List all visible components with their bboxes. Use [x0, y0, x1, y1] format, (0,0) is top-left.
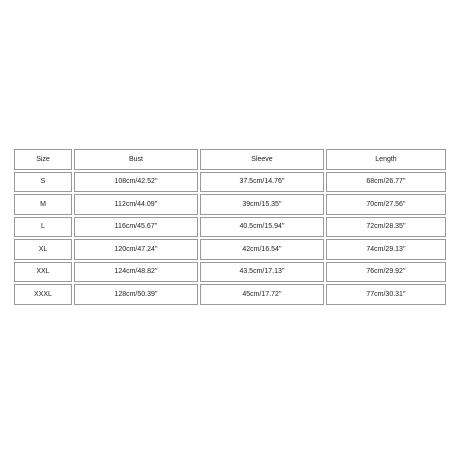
size-cell: XL — [14, 239, 72, 260]
length-cell: 70cm/27.56'' — [326, 194, 446, 215]
size-cell: S — [14, 172, 72, 193]
header-length: Length — [326, 149, 446, 170]
size-table — [12, 147, 448, 307]
length-cell: 68cm/26.77'' — [326, 172, 446, 193]
table-row — [14, 239, 446, 260]
length-cell: 72cm/28.35'' — [326, 217, 446, 238]
table-row — [14, 284, 446, 305]
header-size: Size — [14, 149, 72, 170]
size-cell: M — [14, 194, 72, 215]
sleeve-cell: 42cm/16.54'' — [200, 239, 324, 260]
header-row — [14, 149, 446, 170]
bust-cell: 128cm/50.39'' — [74, 284, 198, 305]
size-cell: XXL — [14, 262, 72, 283]
bust-cell: 112cm/44.09'' — [74, 194, 198, 215]
table-row — [14, 217, 446, 238]
table-row — [14, 194, 446, 215]
bust-cell: 108cm/42.52'' — [74, 172, 198, 193]
length-cell: 74cm/29.13'' — [326, 239, 446, 260]
length-cell: 77cm/30.31'' — [326, 284, 446, 305]
header-bust: Bust — [74, 149, 198, 170]
length-cell: 76cm/29.92'' — [326, 262, 446, 283]
bust-cell: 116cm/45.67'' — [74, 217, 198, 238]
bust-cell: 120cm/47.24'' — [74, 239, 198, 260]
table-row — [14, 262, 446, 283]
bust-cell: 124cm/48.82'' — [74, 262, 198, 283]
sleeve-cell: 43.5cm/17.13'' — [200, 262, 324, 283]
size-cell: XXXL — [14, 284, 72, 305]
size-chart — [12, 147, 444, 307]
sleeve-cell: 45cm/17.72'' — [200, 284, 324, 305]
size-cell: L — [14, 217, 72, 238]
sleeve-cell: 37.5cm/14.76'' — [200, 172, 324, 193]
sleeve-cell: 40.5cm/15.94'' — [200, 217, 324, 238]
table-row — [14, 172, 446, 193]
header-sleeve: Sleeve — [200, 149, 324, 170]
sleeve-cell: 39cm/15.35'' — [200, 194, 324, 215]
